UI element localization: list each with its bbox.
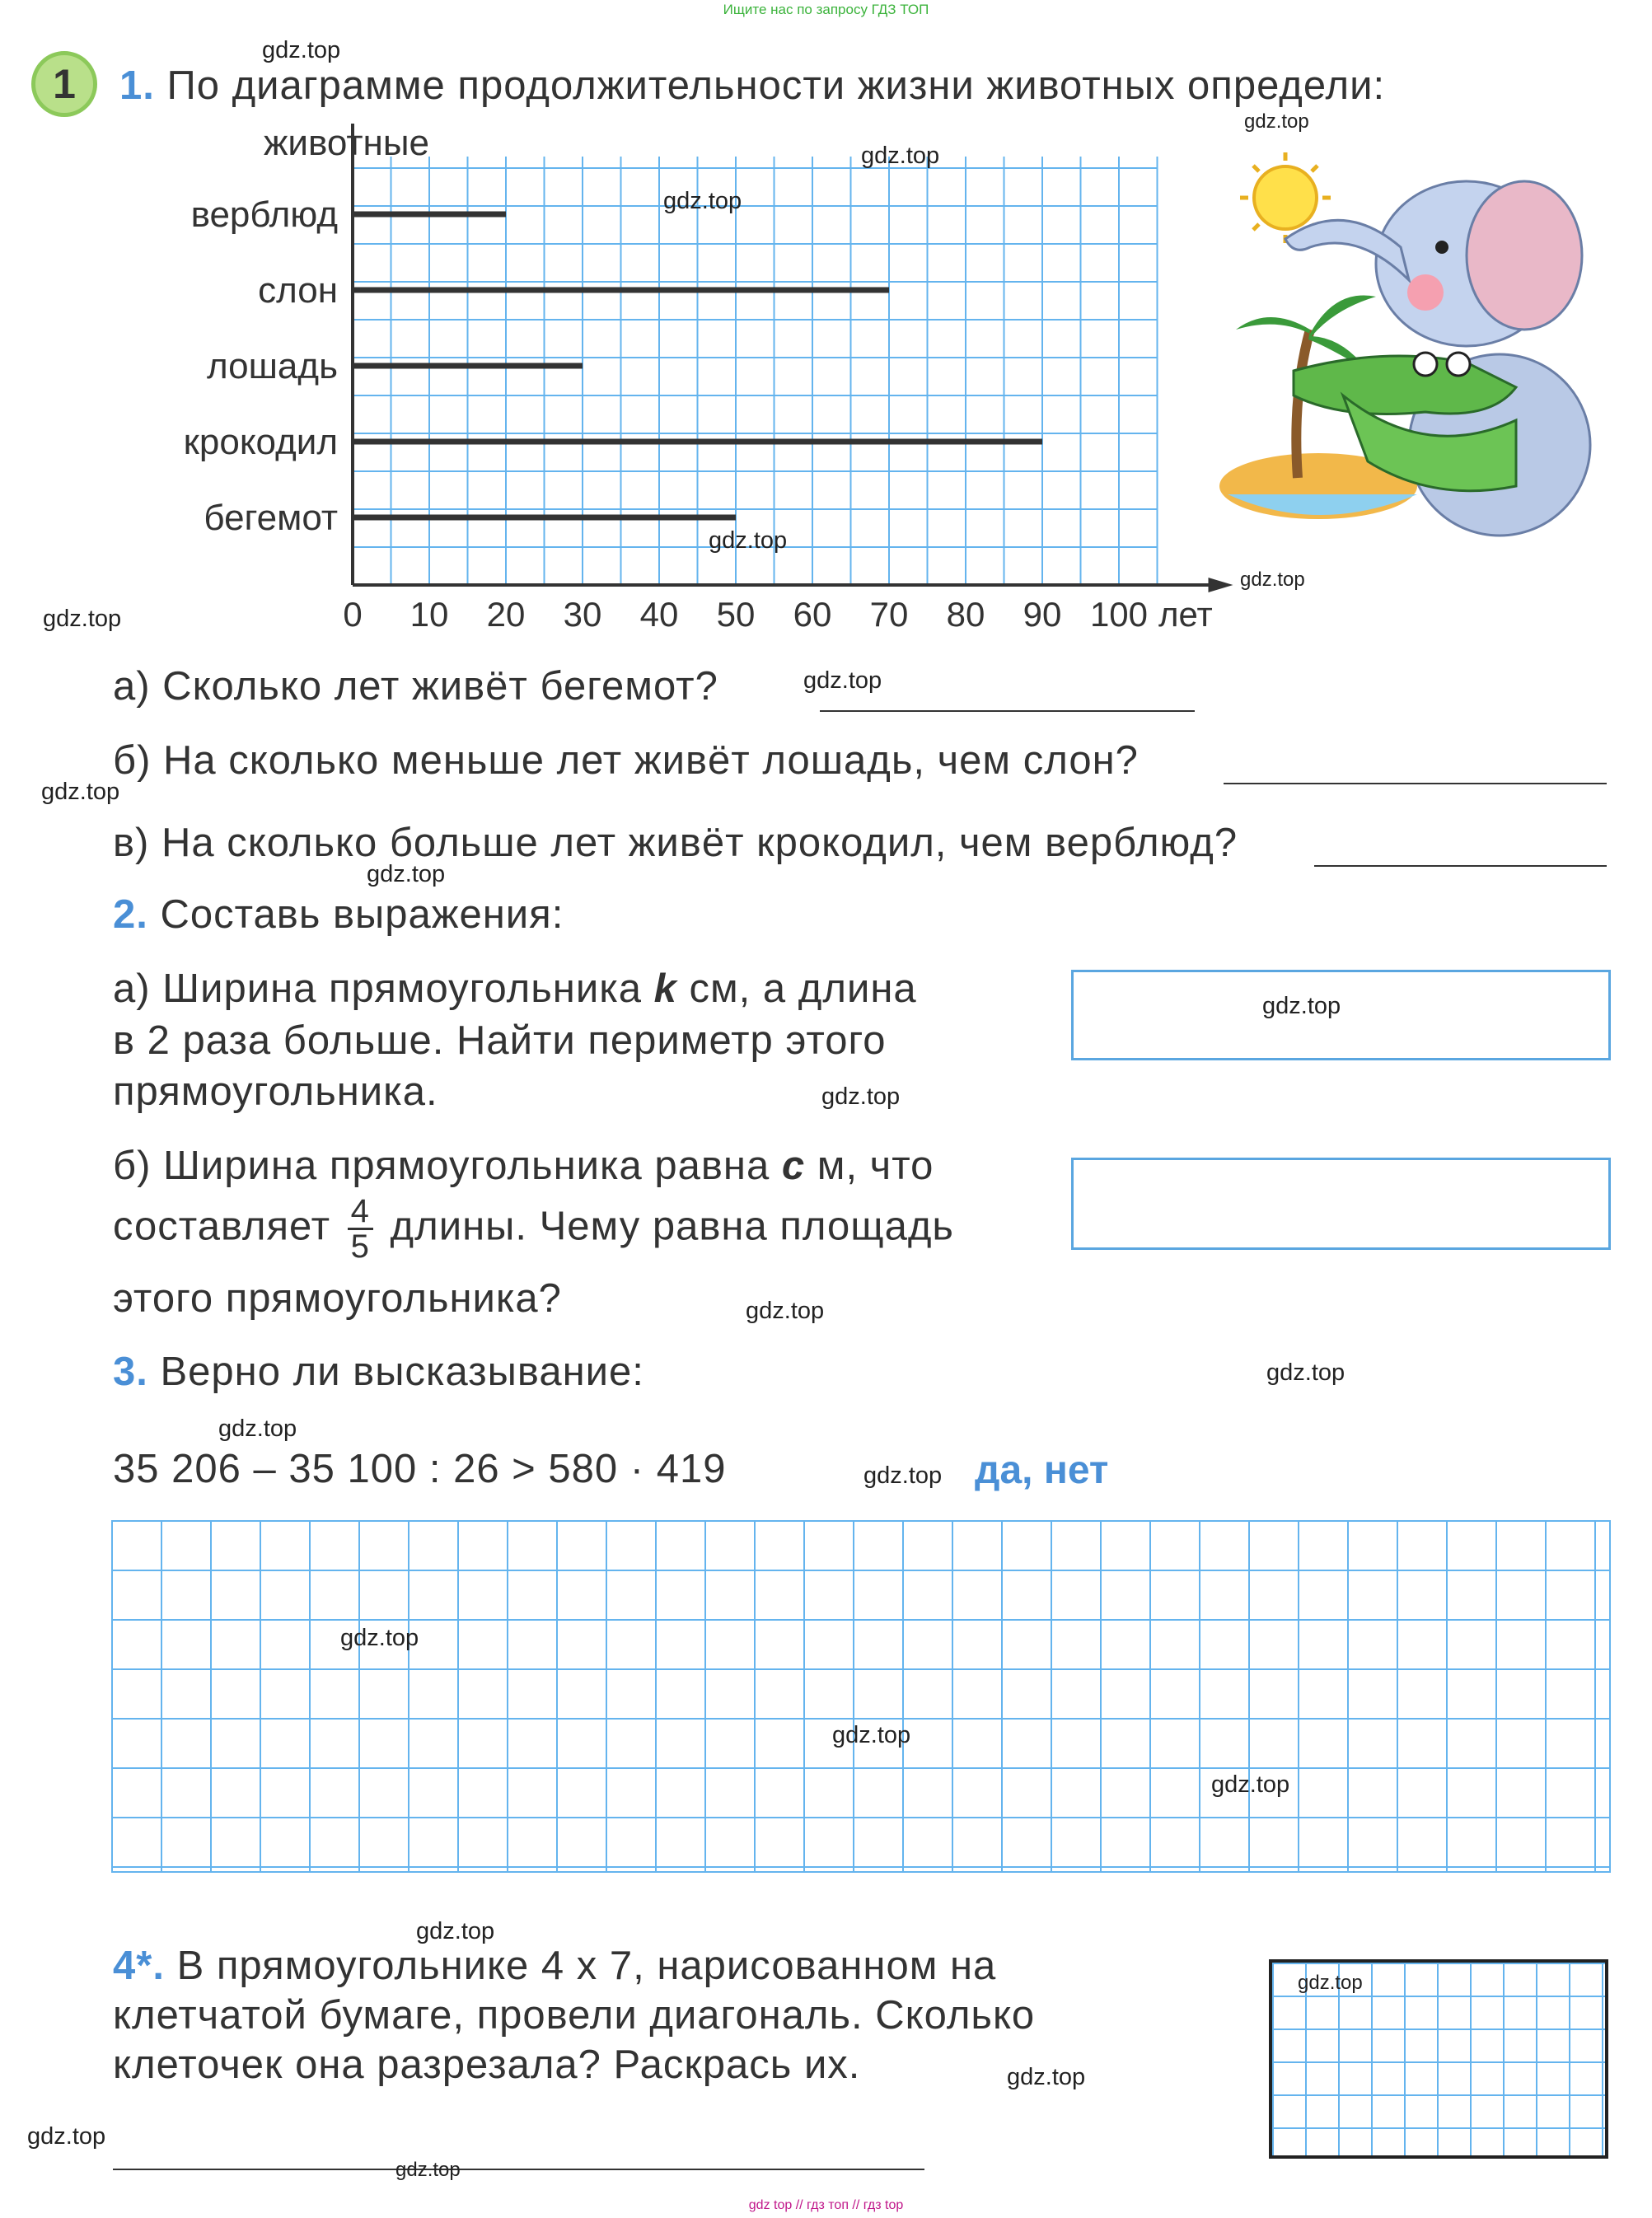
watermark: gdz.top: [367, 861, 446, 887]
watermark: gdz.top: [746, 1298, 825, 1324]
task1-question-b: б) На сколько меньше лет живёт лошадь, чем слон?: [113, 738, 1139, 783]
watermark: gdz.top: [821, 1083, 901, 1110]
x-tick-label: 40: [639, 595, 679, 634]
watermark: gdz.top: [709, 527, 788, 554]
x-tick-label: 50: [716, 595, 756, 634]
task2a-text2: см, а длина: [689, 966, 917, 1011]
watermark: gdz.top: [1298, 1972, 1363, 1994]
task2a-var-k: k: [653, 966, 677, 1011]
task1-title: По диаграмме продолжительности жизни животных определи:: [166, 63, 1386, 108]
watermark: gdz.top: [1262, 993, 1341, 1019]
task3-expression: 35 206 – 35 100 : 26 > 580 · 419: [113, 1447, 727, 1491]
fraction-numerator: 4: [348, 1195, 373, 1230]
answer-box-2b[interactable]: [1071, 1158, 1611, 1250]
top-banner: Ищите нас по запросу ГДЗ ТОП: [723, 2, 929, 17]
elephant-crocodile-illustration: [1219, 148, 1607, 544]
category-label: крокодил: [183, 422, 338, 462]
x-tick-label: 100: [1089, 595, 1149, 634]
task1-number: 1.: [119, 63, 155, 108]
watermark: gdz.top: [41, 779, 120, 805]
task2a-line2: в 2 раза больше. Найти периметр этого: [113, 1018, 887, 1063]
task2a-line3: прямоугольника.: [113, 1069, 438, 1114]
x-tick-label: 20: [486, 595, 526, 634]
task3-title: Верно ли высказывание:: [160, 1350, 644, 1394]
watermark: gdz.top: [340, 1625, 419, 1651]
fraction-denominator: 5: [350, 1228, 370, 1265]
answer-line-task4[interactable]: [113, 2169, 924, 2170]
watermark: gdz.top: [1266, 1359, 1345, 1386]
x-tick-label: 60: [793, 595, 832, 634]
task2b-var-c: c: [781, 1144, 806, 1188]
task3-options[interactable]: да, нет: [975, 1448, 1109, 1492]
category-label: бегемот: [204, 498, 338, 538]
watermark: gdz.top: [416, 1918, 495, 1944]
chart-grid: [353, 157, 1158, 585]
x-tick-label: 30: [563, 595, 602, 634]
watermark: gdz.top: [1240, 569, 1305, 591]
task1-question-a: а) Сколько лет живёт бегемот?: [113, 664, 718, 709]
y-axis-label: животные: [264, 124, 429, 163]
x-tick-label: 90: [1023, 595, 1062, 634]
task2a-text1: а) Ширина прямоугольника: [113, 966, 642, 1011]
answer-line-a[interactable]: [820, 710, 1195, 712]
watermark: gdz.top: [1007, 2064, 1086, 2090]
task2b-line3: этого прямоугольника?: [113, 1276, 562, 1321]
task2-number: 2.: [113, 892, 148, 937]
answer-line-c[interactable]: [1314, 865, 1607, 867]
task2b-line1: [113, 1143, 934, 1189]
watermark: gdz.top: [832, 1722, 911, 1748]
bottom-banner: gdz top // гдз топ // гдз top: [748, 2198, 904, 2212]
task2-heading: [113, 891, 564, 938]
task4-line2: клетчатой бумаге, провели диагональ. Сколько: [113, 1993, 1036, 2038]
watermark: gdz.top: [1244, 110, 1309, 133]
task2b-text1: б) Ширина прямоугольника равна: [113, 1144, 770, 1188]
watermark: gdz.top: [262, 37, 341, 63]
watermark: gdz.top: [218, 1415, 297, 1442]
task2b-text3: составляет: [113, 1204, 331, 1249]
answer-box-2a[interactable]: [1071, 970, 1611, 1060]
x-tick-label: 70: [869, 595, 909, 634]
task3-heading: [113, 1349, 644, 1395]
fraction-four-fifths: [348, 1195, 373, 1263]
category-label: лошадь: [206, 346, 338, 386]
task1-heading: [119, 63, 1385, 109]
category-label: слон: [258, 270, 338, 311]
task4-number: 4*.: [113, 1944, 165, 1988]
task4-text1: В прямоугольнике 4 х 7, нарисованном на: [176, 1944, 997, 1988]
watermark: gdz.top: [1211, 1771, 1290, 1798]
watermark: gdz.top: [863, 1462, 943, 1489]
x-axis-arrow: [1209, 578, 1233, 592]
task3-number: 3.: [113, 1350, 148, 1394]
task2b-line2: [113, 1195, 954, 1263]
x-tick-label: 80: [946, 595, 985, 634]
task2b-text2: м, что: [817, 1144, 934, 1188]
task4-line3: клеточек она разрезала? Раскрась их.: [113, 2043, 861, 2087]
task2a-line1: [113, 966, 917, 1012]
watermark: gdz.top: [803, 667, 882, 694]
x-tick-label: 10: [409, 595, 449, 634]
watermark: gdz.top: [395, 2159, 461, 2181]
watermark: gdz.top: [27, 2123, 106, 2150]
answer-line-b[interactable]: [1224, 783, 1607, 784]
watermark: gdz.top: [663, 188, 742, 214]
x-tick-label: 0: [343, 595, 363, 634]
lesson-number-badge: 1: [31, 51, 97, 117]
task1-question-c: в) На сколько больше лет живёт крокодил, чем верблюд?: [113, 821, 1238, 865]
x-axis-unit-label: лет: [1158, 595, 1213, 634]
task2-title: Составь выражения:: [160, 892, 564, 937]
category-label: верблюд: [190, 194, 338, 235]
task4-line1: [113, 1943, 996, 1989]
watermark: gdz.top: [861, 143, 940, 169]
grid-paper-work-area[interactable]: [111, 1520, 1611, 1873]
watermark: gdz.top: [43, 606, 122, 632]
task2b-text4: длины. Чему равна площадь: [390, 1204, 954, 1249]
